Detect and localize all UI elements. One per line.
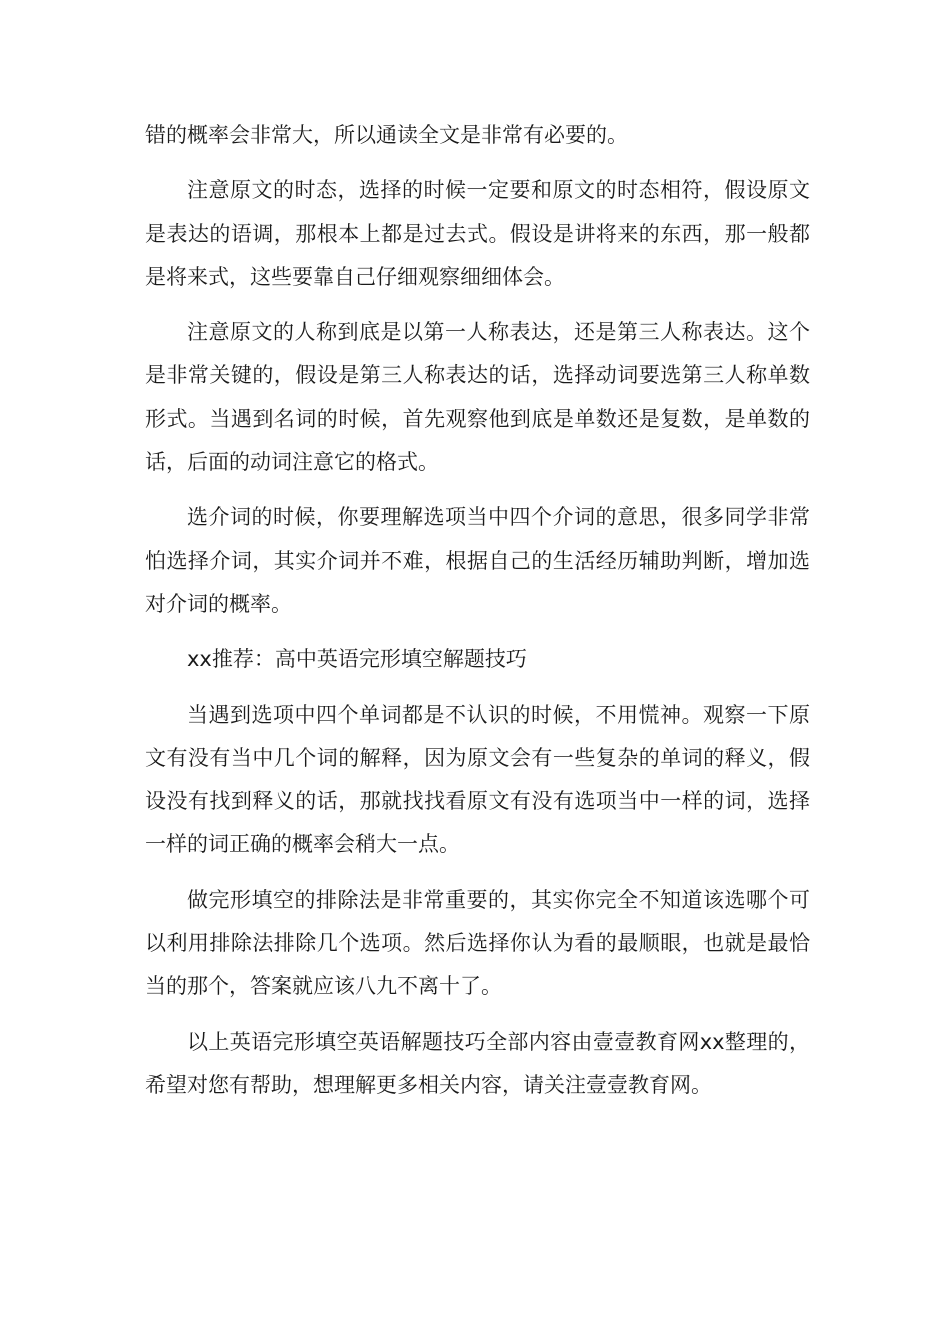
paragraph-4: 选介词的时候，你要理解选项当中四个介词的意思，很多同学非常怕选择介词，其实介词并不难，根据自己的生活经历辅助判断，增加选对介词的概率。 <box>145 505 810 616</box>
paragraph-1: 错的概率会非常大，所以通读全文是非常有必要的。 <box>145 123 628 147</box>
paragraph-3: 注意原文的人称到底是以第一人称表达，还是第三人称表达。这个是非常关键的，假设是第三人称表达的话，选择动词要选第三人称单数形式。当遇到名词的时候，首先观察他到底是单数还是复数，是单数的话，后面的动词注意它的格式。 <box>145 320 810 475</box>
paragraph-7: 做完形填空的排除法是非常重要的，其实你完全不知道该选哪个可以利用排除法排除几个选项。然后选择你认为看的最顺眼，也就是最恰当的那个，答案就应该八九不离十了。 <box>145 887 810 999</box>
paragraph-2: 注意原文的时态，选择的时候一定要和原文的时态相符，假设原文是表达的语调，那根本上都是过去式。假设是讲将来的东西，那一般都是将来式，这些要靠自己仔细观察细细体会。 <box>145 178 810 289</box>
document-body <box>145 114 810 1119</box>
paragraph-8: 以上英语完形填空英语解题技巧全部内容由壹壹教育网xx整理的，希望对您有帮助，想理解更多相关内容，请关注壹壹教育网。 <box>145 1029 810 1097</box>
paragraph-5-recommendation: xx推荐：高中英语完形填空解题技巧 <box>187 647 527 672</box>
paragraph-6: 当遇到选项中四个单词都是不认识的时候，不用慌神。观察一下原文有没有当中几个词的解释，因为原文会有一些复杂的单词的释义，假设没有找到释义的话，那就找找看原文有没有选项当中一样的词，选择一样的词正确的概率会稍大一点。 <box>145 702 810 857</box>
